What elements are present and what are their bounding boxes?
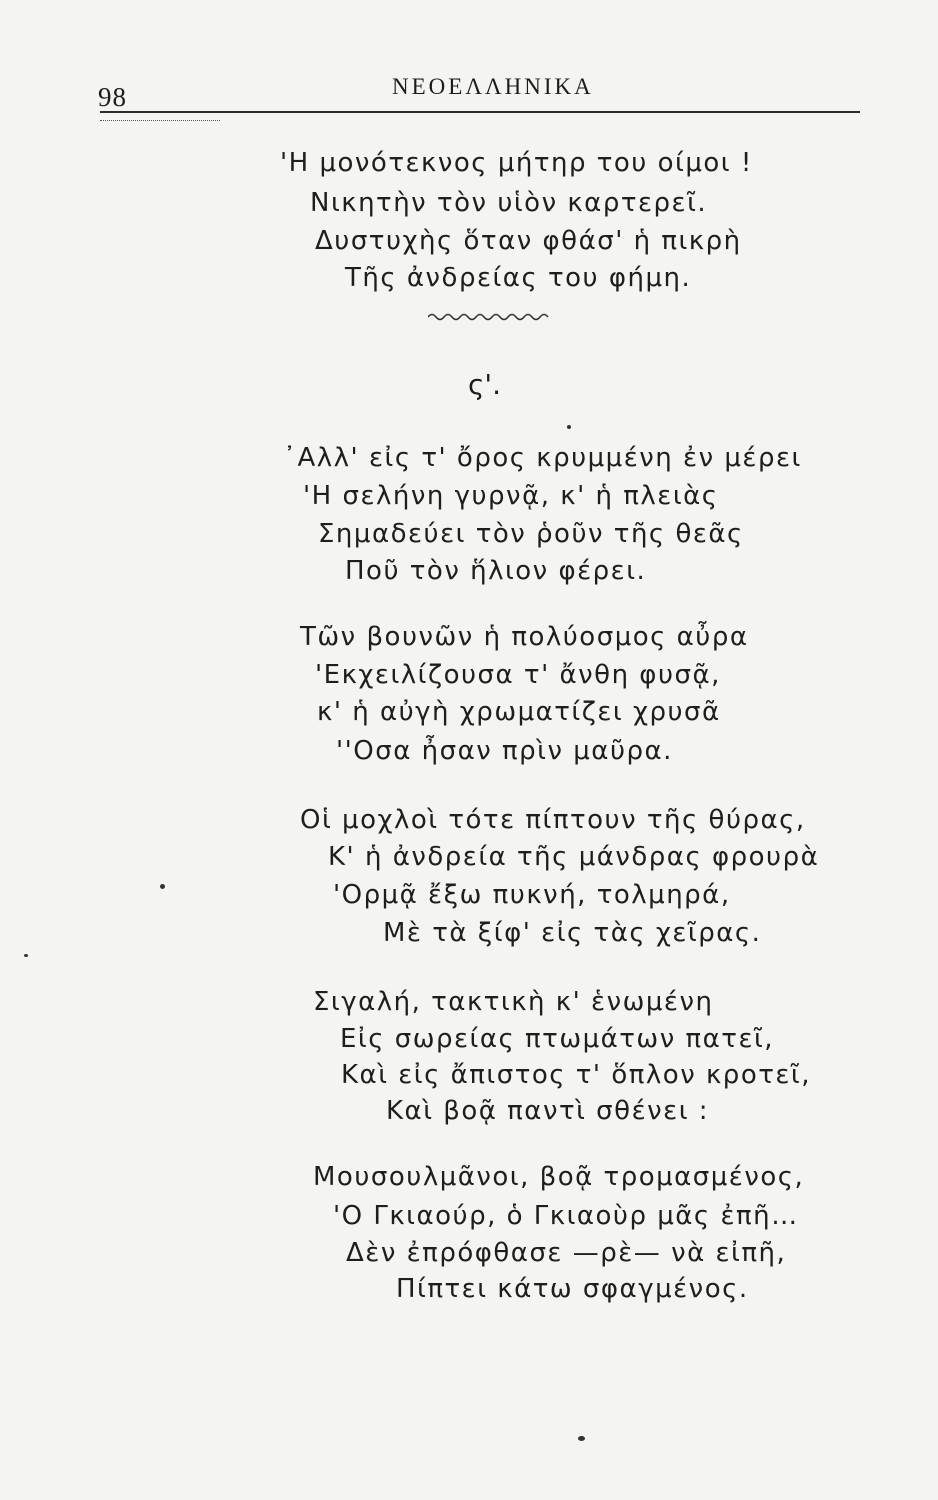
verse-line: Πίπτει κάτω σφαγμένος. xyxy=(396,1274,749,1304)
verse-line: 'Ο Γκιαούρ, ὁ Γκιαοὺρ μᾶς ἐπῆ… xyxy=(333,1201,799,1231)
verse-line: Δὲν ἐπρόφθασε —ρὲ— νὰ εἰπῆ, xyxy=(346,1238,787,1268)
verse-line: Νικητὴν τὸν υἱὸν καρτερεῖ. xyxy=(310,188,708,218)
verse-line: Καὶ βοᾷ παντὶ σθένει : xyxy=(386,1096,710,1126)
verse-line: Δυστυχὴς ὅταν φθάσ' ἡ πικρὴ xyxy=(315,226,742,256)
page-number: 98 xyxy=(98,82,127,112)
verse-line: κ' ἡ αὐγὴ χρωματίζει χρυσᾶ xyxy=(317,697,721,727)
running-head: ΝΕΟΕΛΛΗΝΙΚΑ xyxy=(392,74,594,99)
verse-line: Μὲ τὰ ξίφ' εἰς τὰς χεῖρας. xyxy=(383,918,762,948)
verse-line: 'Ορμᾷ ἔξω πυκνή, τολμηρά, xyxy=(333,880,731,910)
verse-line: Μουσουλμᾶνοι, βοᾷ τρομασμένος, xyxy=(313,1162,805,1192)
verse-line: Σημαδεύει τὸν ῥοῦν τῆς θεᾶς xyxy=(318,519,744,549)
verse-line: Οἱ μοχλοὶ τότε πίπτουν τῆς θύρας, xyxy=(300,805,806,835)
verse-line: 'Η σελήνη γυρνᾷ, κ' ἡ πλειὰς xyxy=(303,481,719,511)
verse-line: Κ' ἡ ἀνδρεία τῆς μάνδρας φρουρὰ xyxy=(328,842,820,872)
verse-line: Τῆς ἀνδρείας του φήμη. xyxy=(345,263,692,293)
verse-line: ᾿Αλλ' εἰς τ' ὄρος κρυμμένη ἐν μέρει xyxy=(283,443,802,473)
verse-line: 'Η μονότεκνος μήτηρ του οίμοι ! xyxy=(280,148,753,178)
ink-speck xyxy=(160,884,165,889)
verse-line: ''Οσα ἦσαν πρὶν μαῦρα. xyxy=(336,736,673,766)
verse-line: Σιγαλή, τακτικὴ κ' ἑνωμένη xyxy=(313,987,714,1017)
ink-speck xyxy=(24,954,28,957)
verse-line: 'Εκχειλίζουσα τ' ἄνθη φυσᾷ, xyxy=(315,660,721,690)
ink-speck xyxy=(567,425,571,429)
verse-line: Ποῦ τὸν ἥλιον φέρει. xyxy=(345,556,647,586)
verse-line: Εἰς σωρείας πτωμάτων πατεῖ, xyxy=(340,1024,775,1054)
ink-speck xyxy=(578,1436,585,1441)
verse-line: Τῶν βουνῶν ἡ πολύοσμος αὖρα xyxy=(300,622,749,652)
header-rule xyxy=(100,111,860,113)
header-rule-dots xyxy=(100,120,220,121)
verse-line: Καὶ εἰς ἄπιστος τ' ὅπλον κροτεῖ, xyxy=(341,1060,811,1090)
wavy-divider-ornament xyxy=(428,310,552,324)
section-numeral: ς'. xyxy=(468,368,502,401)
